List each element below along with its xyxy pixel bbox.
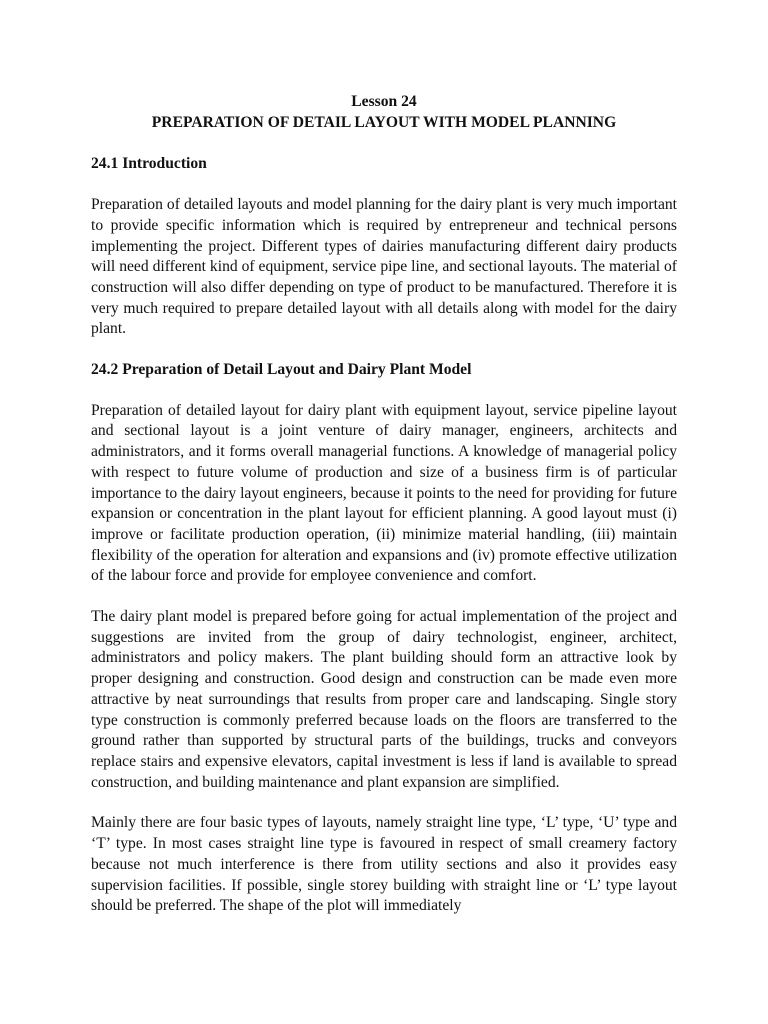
section-introduction bbox=[91, 154, 677, 340]
paragraph: Mainly there are four basic types of layouts, namely straight line type, ‘L’ type, ‘U’ type and ‘T’ type. In most cases straight line type is favoured in respect of small creamery factory because not much interference is there from utility sections and also it provides easy supervision facilities. If possible, single storey building with straight line or ‘L’ type layout should be preferred. The shape of the plot will immediately bbox=[91, 814, 677, 915]
paragraph: The dairy plant model is prepared before going for actual implementation of the project and suggestions are invited from the group of dairy technologist, engineer, architect, administrators and policy makers. The plant building should form an attractive look by proper designing and construction. Good design and construction can be made even more attractive by neat surroundings that results from proper care and landscaping. Single story type construction is commonly preferred because loads on the floors are transferred to the ground rather than supported by structural parts of the buildings, trucks and conveyors replace stairs and expensive elevators, capital investment is less if land is available to spread construction, and building maintenance and plant expansion are simplified. bbox=[91, 608, 677, 791]
paragraph: Preparation of detailed layouts and model planning for the dairy plant is very much important to provide specific information which is required by entrepreneur and technical persons implementing the project. Different types of dairies manufacturing different dairy products will need different kind of equipment, service pipe line, and sectional layouts. The material of construction will also differ depending on type of product to be manufactured. Therefore it is very much required to prepare detailed layout with all details along with model for the dairy plant. bbox=[91, 196, 677, 338]
paragraph: Preparation of detailed layout for dairy plant with equipment layout, service pipeline layout and sectional layout is a joint venture of dairy manager, engineers, architects and administrators, and it forms overall managerial functions. A knowledge of managerial policy with respect to future volume of production and size of a business firm is of particular importance to the dairy layout engineers, because it points to the need for providing for future expansion or concentration in the plant layout for efficient planning. A good layout must (i) improve or facilitate production operation, (ii) minimize material handling, (iii) maintain flexibility of the operation for alteration and expansions and (iv) promote effective utilization of the labour force and provide for employee convenience and comfort. bbox=[91, 401, 677, 585]
document-header bbox=[91, 92, 677, 133]
section-heading: 24.1 Introduction bbox=[91, 155, 207, 173]
lesson-title: PREPARATION OF DETAIL LAYOUT WITH MODEL PLANNING bbox=[151, 113, 617, 131]
section-detail-layout bbox=[91, 360, 677, 917]
document-page bbox=[91, 92, 677, 917]
section-heading: 24.2 Preparation of Detail Layout and Dairy Plant Model bbox=[91, 361, 472, 379]
lesson-number: Lesson 24 bbox=[351, 93, 417, 110]
